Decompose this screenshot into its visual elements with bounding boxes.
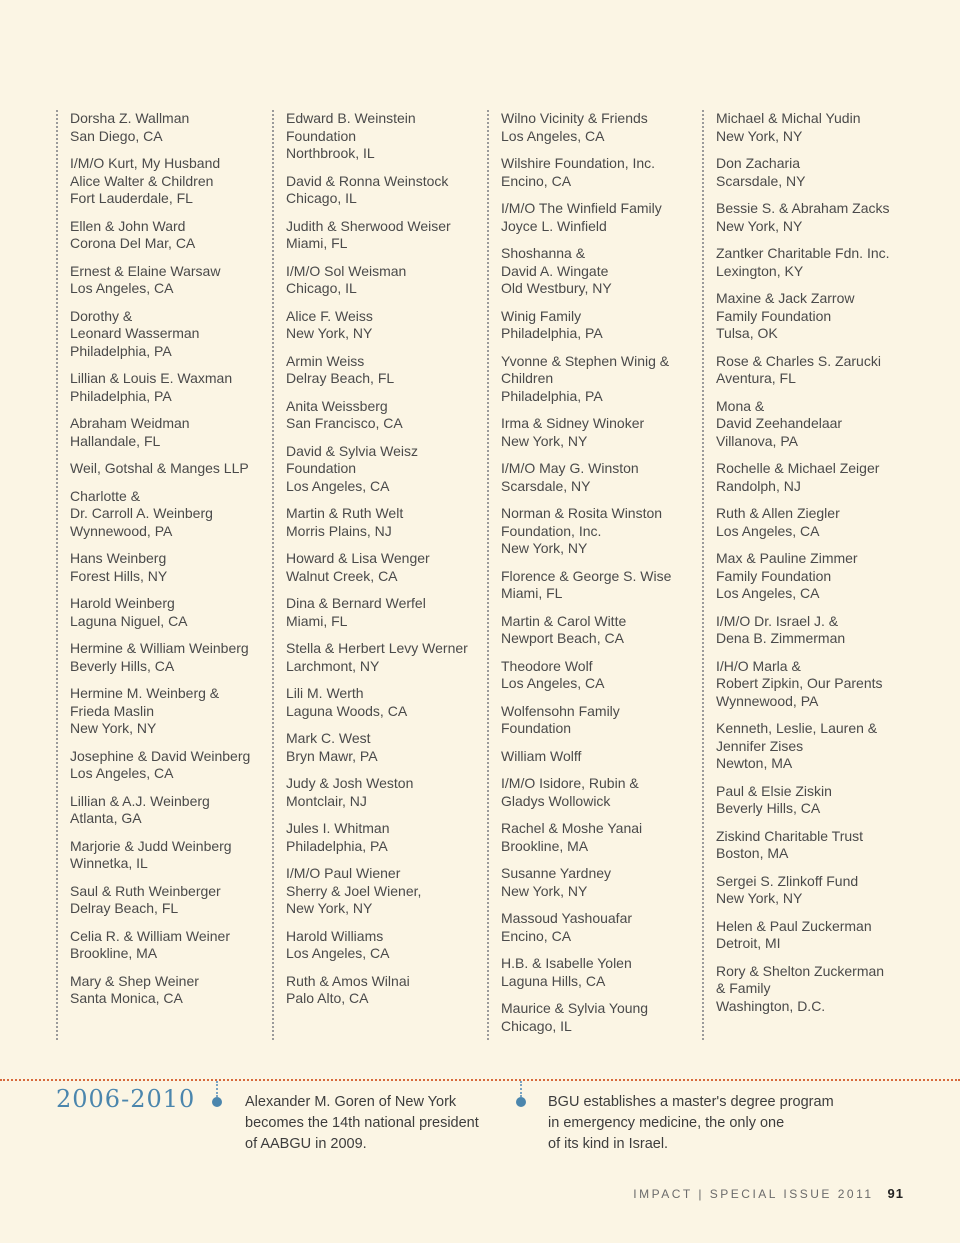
donor-detail: New York, NY bbox=[501, 432, 588, 449]
donor-entry bbox=[70, 460, 260, 478]
donor-detail: Delray Beach, FL bbox=[70, 900, 179, 916]
timeline-event-line: BGU establishes a master's degree program bbox=[548, 1094, 834, 1110]
donor-name: Josephine & David Weinberg bbox=[70, 747, 251, 764]
donor-name: David & Sylvia Weisz bbox=[286, 442, 419, 459]
donor-name: Rachel & Moshe Yanai bbox=[501, 820, 643, 836]
donor-detail: Laguna Hills, CA bbox=[501, 972, 606, 989]
donor-detail: & Family bbox=[716, 980, 771, 996]
donor-detail: Foundation bbox=[286, 460, 357, 476]
donor-detail: Robert Zipkin, Our Parents bbox=[716, 675, 883, 691]
donor-name: Paul & Elsie Ziskin bbox=[716, 782, 832, 799]
donor-detail: Brookline, MA bbox=[501, 837, 589, 854]
donor-detail: New York, NY bbox=[716, 890, 803, 906]
donor-detail: New York, NY bbox=[716, 217, 803, 234]
page-footer bbox=[633, 1186, 904, 1201]
donor-column-3 bbox=[487, 110, 687, 1040]
donor-entry bbox=[501, 155, 691, 190]
donor-name: William Wolff bbox=[501, 747, 582, 764]
donor-detail: Joyce L. Winfield bbox=[501, 217, 607, 234]
donor-detail: Lexington, KY bbox=[716, 262, 804, 279]
donor-entry bbox=[716, 550, 906, 603]
donor-detail: Family Foundation bbox=[716, 567, 832, 584]
donor-detail: David Zeehandelaar bbox=[716, 415, 843, 431]
donor-entry bbox=[716, 110, 906, 145]
donor-detail: Aventura, FL bbox=[716, 370, 796, 386]
donor-detail: San Diego, CA bbox=[70, 127, 163, 144]
donor-detail: Scarsdale, NY bbox=[501, 477, 591, 494]
donor-entry bbox=[716, 720, 906, 773]
donor-name: Harold Williams bbox=[286, 927, 384, 944]
donor-detail: Laguna Niguel, CA bbox=[70, 612, 188, 629]
donor-entry bbox=[716, 783, 906, 818]
donor-entry bbox=[70, 550, 260, 585]
donor-name: Helen & Paul Zuckerman bbox=[716, 917, 872, 934]
donor-detail: Foundation bbox=[286, 127, 357, 144]
donor-name: Ellen & John Ward bbox=[70, 217, 186, 234]
donor-entry bbox=[716, 963, 906, 1016]
donor-name: Irma & Sidney Winoker bbox=[501, 415, 645, 431]
donor-name: Rochelle & Michael Zeiger bbox=[716, 460, 880, 476]
donor-name: Dina & Bernard Werfel bbox=[286, 595, 426, 611]
donor-entry bbox=[70, 263, 260, 298]
donor-detail: Corona Del Mar, CA bbox=[70, 235, 196, 251]
donor-entry bbox=[286, 505, 476, 540]
donor-entry bbox=[501, 460, 691, 495]
donor-name: Judith & Sherwood Weiser bbox=[286, 217, 451, 234]
donor-name: I/M/O Isidore, Rubin & bbox=[501, 775, 639, 791]
donor-entry bbox=[501, 200, 691, 235]
donor-entry bbox=[716, 613, 906, 648]
donor-detail: Newton, MA bbox=[716, 755, 793, 771]
donor-detail: Fort Lauderdale, FL bbox=[70, 190, 193, 206]
donor-name: H.B. & Isabelle Yolen bbox=[501, 955, 632, 971]
donor-entry bbox=[286, 775, 476, 810]
donor-name: Lillian & Louis E. Waxman bbox=[70, 370, 233, 386]
donor-name: Martin & Carol Witte bbox=[501, 612, 627, 629]
donor-entry bbox=[716, 918, 906, 953]
donor-name: Martin & Ruth Welt bbox=[286, 505, 404, 521]
donor-entry bbox=[501, 415, 691, 450]
donor-detail: New York, NY bbox=[501, 540, 588, 556]
donor-entry bbox=[70, 748, 260, 783]
donor-detail: Miami, FL bbox=[286, 612, 348, 629]
donor-name: I/M/O Dr. Israel J. & bbox=[716, 612, 839, 629]
donor-entry bbox=[70, 838, 260, 873]
donor-detail: Montclair, NJ bbox=[286, 792, 367, 809]
donor-entry bbox=[70, 973, 260, 1008]
donor-detail: Foundation, Inc. bbox=[501, 522, 602, 539]
donor-entry bbox=[286, 398, 476, 433]
donor-entry bbox=[501, 568, 691, 603]
donor-name: Susanne Yardney bbox=[501, 865, 612, 881]
page-number: 91 bbox=[887, 1186, 904, 1201]
donor-name: Abraham Weidman bbox=[70, 415, 190, 431]
donor-name: Michael & Michal Yudin bbox=[716, 110, 861, 126]
donor-entry bbox=[286, 595, 476, 630]
donor-detail: New York, NY bbox=[286, 900, 373, 916]
donor-column-1 bbox=[56, 110, 256, 1040]
donor-detail: Foundation bbox=[501, 720, 572, 736]
donor-detail: Chicago, IL bbox=[286, 280, 357, 296]
donor-detail: Forest Hills, NY bbox=[70, 567, 168, 584]
donor-name: Charlotte & bbox=[70, 487, 141, 504]
donor-name: Maurice & Sylvia Young bbox=[501, 1000, 649, 1016]
column-divider bbox=[272, 110, 274, 1040]
donor-name: Ernest & Elaine Warsaw bbox=[70, 262, 221, 279]
donor-columns bbox=[0, 110, 960, 1050]
donor-name: Alice F. Weiss bbox=[286, 307, 373, 324]
donor-entry bbox=[286, 820, 476, 855]
donor-entry bbox=[70, 155, 260, 208]
donor-entry bbox=[716, 290, 906, 343]
donor-entry bbox=[286, 173, 476, 208]
donor-entry bbox=[501, 865, 691, 900]
donor-detail: Boston, MA bbox=[716, 845, 789, 861]
donor-detail: Wynnewood, PA bbox=[70, 522, 173, 539]
donor-entry bbox=[501, 613, 691, 648]
donor-detail: Los Angeles, CA bbox=[501, 127, 605, 144]
donor-detail: Los Angeles, CA bbox=[716, 522, 820, 539]
donor-detail: Atlanta, GA bbox=[70, 810, 142, 826]
timeline-connector bbox=[520, 1081, 522, 1097]
donor-name: Stella & Herbert Levy Werner bbox=[286, 640, 468, 656]
donor-detail: Children bbox=[501, 370, 554, 386]
donor-detail: Laguna Woods, CA bbox=[286, 702, 408, 719]
donor-detail: Villanova, PA bbox=[716, 432, 798, 449]
donor-name: Theodore Wolf bbox=[501, 657, 593, 674]
donor-detail: Philadelphia, PA bbox=[286, 837, 388, 854]
donor-detail: Scarsdale, NY bbox=[716, 172, 806, 189]
donor-entry bbox=[70, 640, 260, 675]
donor-column-4 bbox=[702, 110, 902, 1040]
donor-detail: Los Angeles, CA bbox=[286, 945, 390, 961]
donor-entry bbox=[286, 443, 476, 496]
donor-detail: Miami, FL bbox=[501, 585, 563, 601]
donor-name: Saul & Ruth Weinberger bbox=[70, 882, 221, 899]
donor-name: Celia R. & William Weiner bbox=[70, 927, 230, 944]
donor-name: Anita Weissberg bbox=[286, 397, 388, 414]
donor-name: Bessie S. & Abraham Zacks bbox=[716, 200, 890, 216]
donor-detail: Dena B. Zimmerman bbox=[716, 630, 846, 646]
donor-name: Weil, Gotshal & Manges LLP bbox=[70, 460, 249, 476]
donor-entry bbox=[716, 155, 906, 190]
donor-name: Mary & Shep Weiner bbox=[70, 972, 199, 989]
timeline-event-line: of its kind in Israel. bbox=[548, 1136, 669, 1152]
donor-name: I/M/O Paul Wiener bbox=[286, 865, 401, 881]
donor-detail: Encino, CA bbox=[501, 927, 572, 944]
donor-name: Hans Weinberg bbox=[70, 550, 167, 566]
timeline-period: 2006-2010 bbox=[56, 1085, 196, 1113]
donor-name: David & Ronna Weinstock bbox=[286, 172, 449, 189]
donor-name: Hermine M. Weinberg & bbox=[70, 685, 220, 701]
donor-detail: Beverly Hills, CA bbox=[70, 657, 175, 674]
donor-name: Mona & bbox=[716, 397, 765, 414]
timeline-event-2 bbox=[548, 1092, 834, 1155]
donor-name: Winig Family bbox=[501, 307, 582, 324]
donor-detail: Los Angeles, CA bbox=[70, 280, 174, 296]
donor-detail: Palo Alto, CA bbox=[286, 990, 369, 1006]
publication-title: IMPACT | SPECIAL ISSUE 2011 bbox=[633, 1187, 874, 1201]
donor-detail: Walnut Creek, CA bbox=[286, 567, 398, 584]
donor-name: Lili M. Werth bbox=[286, 685, 364, 701]
donor-name: Dorsha Z. Wallman bbox=[70, 110, 190, 126]
donor-detail: Los Angeles, CA bbox=[70, 765, 174, 781]
donor-detail: New York, NY bbox=[501, 882, 588, 899]
donor-entry bbox=[501, 110, 691, 145]
donor-detail: Hallandale, FL bbox=[70, 432, 161, 449]
donor-detail: San Francisco, CA bbox=[286, 415, 403, 431]
donor-name: Ruth & Allen Ziegler bbox=[716, 505, 840, 521]
donor-entry bbox=[716, 200, 906, 235]
timeline-dot-icon bbox=[212, 1097, 222, 1107]
donor-detail: Philadelphia, PA bbox=[501, 325, 603, 341]
donor-detail: Winnetka, IL bbox=[70, 855, 148, 871]
donor-name: Edward B. Weinstein bbox=[286, 110, 416, 126]
donor-detail: Dr. Carroll A. Weinberg bbox=[70, 505, 213, 521]
donor-detail: Tulsa, OK bbox=[716, 325, 778, 341]
donor-name: I/M/O Kurt, My Husband bbox=[70, 155, 221, 171]
donor-entry bbox=[501, 748, 691, 766]
donor-name: Florence & George S. Wise bbox=[501, 567, 672, 584]
donor-entry bbox=[501, 703, 691, 738]
donor-detail: Los Angeles, CA bbox=[716, 585, 820, 601]
donor-name: Howard & Lisa Wenger bbox=[286, 550, 430, 566]
donor-name: Lillian & A.J. Weinberg bbox=[70, 792, 210, 809]
donor-entry bbox=[501, 775, 691, 810]
donor-name: Norman & Rosita Winston bbox=[501, 505, 663, 521]
donor-entry bbox=[716, 828, 906, 863]
donor-detail: Morris Plains, NJ bbox=[286, 522, 392, 539]
donor-detail: Delray Beach, FL bbox=[286, 370, 395, 386]
donor-entry bbox=[286, 308, 476, 343]
donor-entry bbox=[501, 820, 691, 855]
donor-entry bbox=[70, 488, 260, 541]
timeline-connector bbox=[216, 1081, 218, 1097]
donor-detail: Alice Walter & Children bbox=[70, 172, 214, 189]
donor-entry bbox=[501, 658, 691, 693]
donor-column-2 bbox=[272, 110, 472, 1040]
donor-entry bbox=[286, 640, 476, 675]
donor-entry bbox=[70, 928, 260, 963]
donor-entry bbox=[70, 218, 260, 253]
donor-name: I/M/O Sol Weisman bbox=[286, 262, 407, 279]
donor-detail: David A. Wingate bbox=[501, 262, 609, 279]
donor-detail: New York, NY bbox=[70, 720, 157, 736]
donor-entry bbox=[70, 793, 260, 828]
donor-detail: Philadelphia, PA bbox=[70, 342, 172, 359]
donor-name: I/M/O May G. Winston bbox=[501, 460, 639, 476]
donor-entry bbox=[501, 505, 691, 558]
donor-detail: Encino, CA bbox=[501, 172, 572, 189]
timeline-event-1 bbox=[245, 1092, 479, 1155]
donor-detail: Philadelphia, PA bbox=[501, 387, 603, 404]
donor-detail: Chicago, IL bbox=[286, 190, 357, 206]
donor-name: Rose & Charles S. Zarucki bbox=[716, 352, 881, 369]
donor-entry bbox=[716, 460, 906, 495]
donor-entry bbox=[286, 685, 476, 720]
donor-detail: Larchmont, NY bbox=[286, 657, 380, 674]
donor-name: I/H/O Marla & bbox=[716, 657, 801, 674]
donor-entry bbox=[70, 110, 260, 145]
donor-entry bbox=[501, 353, 691, 406]
donor-detail: Newport Beach, CA bbox=[501, 630, 624, 646]
donor-entry bbox=[716, 658, 906, 711]
donor-entry bbox=[716, 353, 906, 388]
donor-entry bbox=[286, 550, 476, 585]
donor-detail: Philadelphia, PA bbox=[70, 387, 172, 404]
donor-detail: Northbrook, IL bbox=[286, 145, 375, 161]
donor-entry bbox=[286, 928, 476, 963]
donor-detail: Washington, D.C. bbox=[716, 997, 826, 1014]
timeline-event-line: becomes the 14th national president bbox=[245, 1115, 479, 1131]
donor-detail: Family Foundation bbox=[716, 307, 832, 324]
donor-entry bbox=[501, 245, 691, 298]
donor-entry bbox=[70, 308, 260, 361]
donor-entry bbox=[70, 370, 260, 405]
donor-detail: Beverly Hills, CA bbox=[716, 800, 821, 816]
donor-entry bbox=[716, 398, 906, 451]
donor-name: Kenneth, Leslie, Lauren & bbox=[716, 720, 878, 736]
donor-entry bbox=[501, 1000, 691, 1035]
donor-name: Jules I. Whitman bbox=[286, 820, 390, 836]
donor-name: Zantker Charitable Fdn. Inc. bbox=[716, 245, 890, 261]
donor-name: Max & Pauline Zimmer bbox=[716, 550, 858, 566]
donor-detail: Wynnewood, PA bbox=[716, 692, 819, 709]
donor-entry bbox=[70, 883, 260, 918]
donor-entry bbox=[70, 685, 260, 738]
donor-detail: Frieda Maslin bbox=[70, 702, 155, 719]
timeline-event-line: of AABGU in 2009. bbox=[245, 1136, 367, 1152]
donor-detail: Detroit, MI bbox=[716, 935, 781, 951]
donor-entry bbox=[501, 308, 691, 343]
donor-name: Shoshanna & bbox=[501, 245, 586, 261]
donor-name: Marjorie & Judd Weinberg bbox=[70, 837, 232, 854]
donor-name: Ruth & Amos Wilnai bbox=[286, 972, 410, 989]
donor-detail: Santa Monica, CA bbox=[70, 990, 183, 1006]
donor-name: Armin Weiss bbox=[286, 352, 365, 369]
donor-name: Wolfensohn Family bbox=[501, 702, 620, 719]
column-divider bbox=[487, 110, 489, 1040]
donor-detail: Leonard Wasserman bbox=[70, 325, 200, 341]
donor-entry bbox=[716, 873, 906, 908]
donor-entry bbox=[286, 218, 476, 253]
donor-entry bbox=[501, 910, 691, 945]
donor-name: I/M/O The Winfield Family bbox=[501, 200, 662, 216]
donor-name: Harold Weinberg bbox=[70, 595, 175, 611]
donor-entry bbox=[70, 595, 260, 630]
donor-entry bbox=[286, 865, 476, 918]
column-divider bbox=[702, 110, 704, 1040]
donor-name: Wilshire Foundation, Inc. bbox=[501, 155, 656, 171]
donor-name: Sergei S. Zlinkoff Fund bbox=[716, 872, 859, 889]
donor-detail: Los Angeles, CA bbox=[501, 675, 605, 691]
donor-detail: New York, NY bbox=[716, 127, 803, 144]
donor-name: Don Zacharia bbox=[716, 155, 801, 171]
donor-name: Rory & Shelton Zuckerman bbox=[716, 962, 885, 979]
timeline-event-line: in emergency medicine, the only one bbox=[548, 1115, 785, 1131]
donor-detail: Los Angeles, CA bbox=[286, 477, 390, 494]
donor-name: Judy & Josh Weston bbox=[286, 775, 414, 791]
donor-entry bbox=[286, 353, 476, 388]
donor-name: Maxine & Jack Zarrow bbox=[716, 290, 855, 306]
donor-entry bbox=[286, 263, 476, 298]
donor-entry bbox=[501, 955, 691, 990]
timeline-event-line: Alexander M. Goren of New York bbox=[245, 1094, 457, 1110]
donor-detail: Randolph, NJ bbox=[716, 477, 801, 494]
donor-entry bbox=[70, 415, 260, 450]
donor-detail: Jennifer Zises bbox=[716, 737, 804, 754]
donor-name: Ziskind Charitable Trust bbox=[716, 827, 864, 844]
donor-name: Wilno Vicinity & Friends bbox=[501, 110, 648, 126]
donor-name: Massoud Yashouafar bbox=[501, 910, 633, 926]
donor-detail: New York, NY bbox=[286, 325, 373, 341]
donor-detail: Gladys Wollowick bbox=[501, 792, 611, 809]
column-divider bbox=[56, 110, 58, 1040]
timeline-dot-icon bbox=[516, 1097, 526, 1107]
donor-name: Yvonne & Stephen Winig & bbox=[501, 352, 670, 369]
donor-detail: Old Westbury, NY bbox=[501, 280, 612, 296]
donor-entry bbox=[716, 505, 906, 540]
donor-detail: Miami, FL bbox=[286, 235, 348, 251]
donor-entry bbox=[286, 730, 476, 765]
donor-name: Mark C. West bbox=[286, 730, 371, 746]
donor-name: Dorothy & bbox=[70, 307, 133, 324]
donor-detail: Brookline, MA bbox=[70, 945, 158, 961]
donor-name: Hermine & William Weinberg bbox=[70, 640, 249, 656]
donor-detail: Sherry & Joel Wiener, bbox=[286, 882, 422, 899]
donor-entry bbox=[286, 110, 476, 163]
donor-detail: Chicago, IL bbox=[501, 1017, 572, 1034]
donor-entry bbox=[716, 245, 906, 280]
donor-entry bbox=[286, 973, 476, 1008]
donor-detail: Bryn Mawr, PA bbox=[286, 747, 378, 764]
timeline-divider bbox=[0, 1079, 960, 1081]
